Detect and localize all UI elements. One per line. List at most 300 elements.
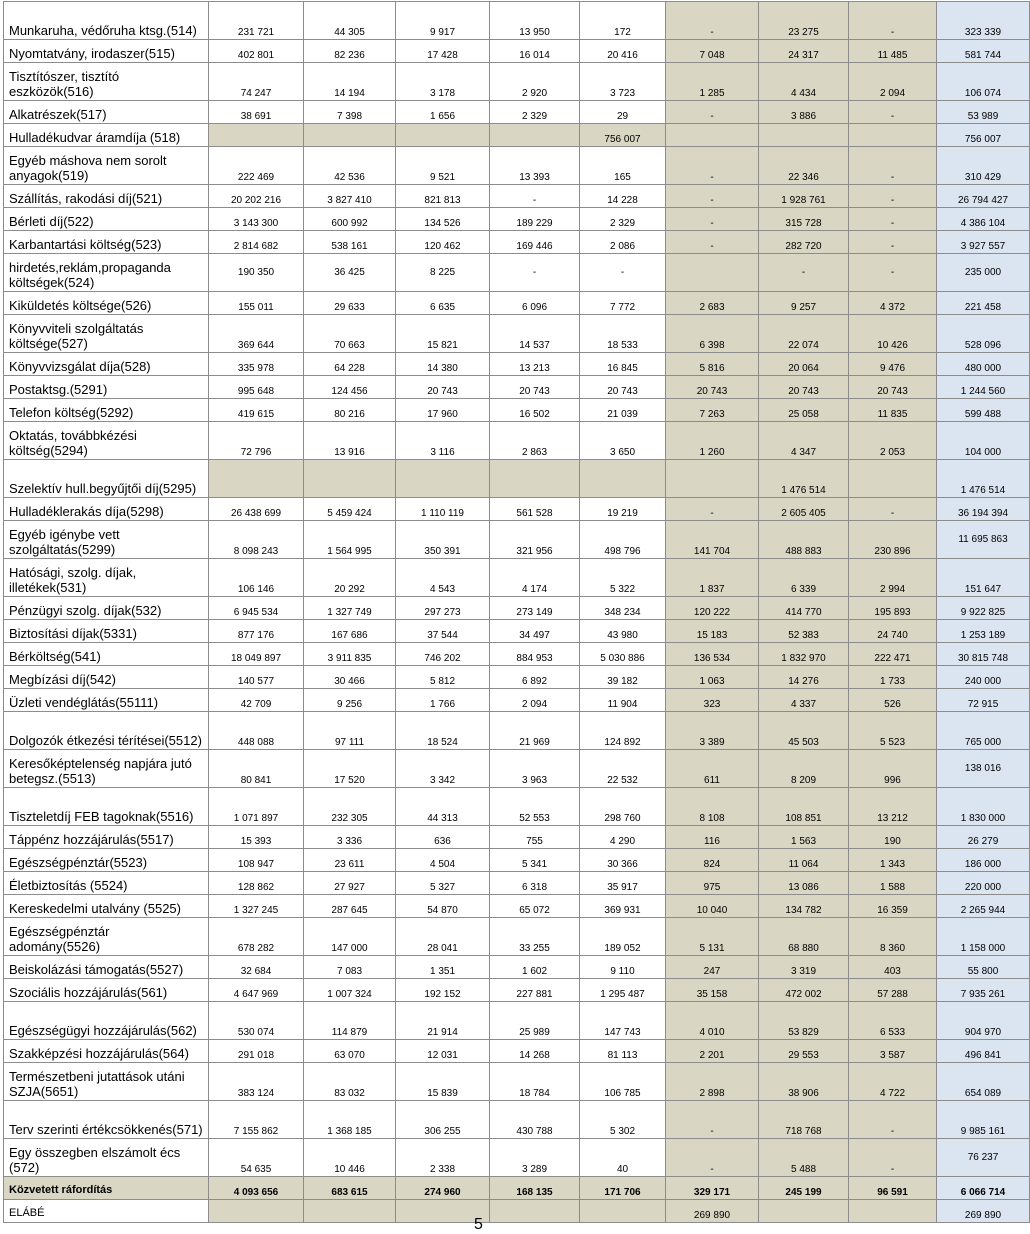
value-cell: 1 368 185: [304, 1101, 396, 1139]
value-cell: 24 740: [849, 620, 937, 643]
total-cell: 76 237: [937, 1139, 1030, 1177]
value-cell: 291 018: [209, 1040, 304, 1063]
value-cell: 15 839: [396, 1063, 490, 1101]
value-cell: 1 476 514: [759, 460, 849, 498]
value-cell: 4 722: [849, 1063, 937, 1101]
value-cell: 7 083: [304, 956, 396, 979]
value-cell: 718 768: [759, 1101, 849, 1139]
value-cell: 108 947: [209, 849, 304, 872]
value-cell: 15 393: [209, 826, 304, 849]
value-cell: 189 052: [580, 918, 666, 956]
value-cell: 155 011: [209, 292, 304, 315]
value-cell: 16 359: [849, 895, 937, 918]
value-cell: 414 770: [759, 597, 849, 620]
total-cell: 235 000: [937, 254, 1030, 292]
value-cell: 1 327 245: [209, 895, 304, 918]
row-label: Munkaruha, védőruha ktsg.(514): [4, 2, 209, 40]
total-cell: 765 000: [937, 712, 1030, 750]
value-cell: 746 202: [396, 643, 490, 666]
value-cell: 140 577: [209, 666, 304, 689]
value-cell: 1 766: [396, 689, 490, 712]
cost-table: [3, 1, 1030, 1223]
value-cell: 3 143 300: [209, 208, 304, 231]
value-cell: 120 222: [666, 597, 759, 620]
total-cell: 7 935 261: [937, 979, 1030, 1002]
value-cell: 3 336: [304, 826, 396, 849]
value-cell: 824: [666, 849, 759, 872]
value-cell: 17 960: [396, 399, 490, 422]
value-cell: 7 155 862: [209, 1101, 304, 1139]
row-label: Pénzügyi szolg. díjak(532): [4, 597, 209, 620]
value-cell: 18 049 897: [209, 643, 304, 666]
value-cell: 43 980: [580, 620, 666, 643]
value-cell: [304, 1200, 396, 1223]
value-cell: 65 072: [490, 895, 580, 918]
value-cell: 231 721: [209, 2, 304, 40]
table-row: [4, 1139, 1030, 1177]
total-cell: 151 647: [937, 559, 1030, 597]
value-cell: -: [666, 1139, 759, 1177]
row-label: Egyéb máshova nem sorolt anyagok(519): [4, 147, 209, 185]
table-row: [4, 872, 1030, 895]
value-cell: [580, 1200, 666, 1223]
value-cell: 1 063: [666, 666, 759, 689]
table-row: [4, 498, 1030, 521]
total-row: [4, 1177, 1030, 1200]
value-cell: 70 663: [304, 315, 396, 353]
value-cell: 45 503: [759, 712, 849, 750]
page-number: 5: [474, 1216, 483, 1233]
table-row: [4, 315, 1030, 353]
table-row: [4, 666, 1030, 689]
value-cell: 106 785: [580, 1063, 666, 1101]
value-cell: -: [849, 1139, 937, 1177]
total-cell: 2 265 944: [937, 895, 1030, 918]
value-cell: 25 058: [759, 399, 849, 422]
table-row: [4, 208, 1030, 231]
row-label: Egyéb igénybe vett szolgáltatás(5299): [4, 521, 209, 559]
value-cell: 96 591: [849, 1177, 937, 1200]
value-cell: 171 706: [580, 1177, 666, 1200]
value-cell: 2 201: [666, 1040, 759, 1063]
value-cell: 26 438 699: [209, 498, 304, 521]
value-cell: 4 434: [759, 63, 849, 101]
value-cell: 2 920: [490, 63, 580, 101]
value-cell: 383 124: [209, 1063, 304, 1101]
value-cell: 636: [396, 826, 490, 849]
value-cell: 9 521: [396, 147, 490, 185]
value-cell: 2 329: [490, 101, 580, 124]
value-cell: 74 247: [209, 63, 304, 101]
value-cell: -: [490, 254, 580, 292]
value-cell: 3 116: [396, 422, 490, 460]
value-cell: 8 360: [849, 918, 937, 956]
value-cell: 141 704: [666, 521, 759, 559]
value-cell: 108 851: [759, 788, 849, 826]
table-row: [4, 597, 1030, 620]
row-label: Egészségpénztár adomány(5526): [4, 918, 209, 956]
value-cell: 124 892: [580, 712, 666, 750]
value-cell: 678 282: [209, 918, 304, 956]
total-cell: 269 890: [937, 1200, 1030, 1223]
value-cell: 877 176: [209, 620, 304, 643]
value-cell: 189 229: [490, 208, 580, 231]
value-cell: 7 048: [666, 40, 759, 63]
value-cell: 13 213: [490, 353, 580, 376]
value-cell: 72 796: [209, 422, 304, 460]
table-row: [4, 826, 1030, 849]
value-cell: 134 782: [759, 895, 849, 918]
value-cell: 13 916: [304, 422, 396, 460]
value-cell: 29 553: [759, 1040, 849, 1063]
row-label: hirdetés,reklám,propaganda költségek(524): [4, 254, 209, 292]
value-cell: 27 927: [304, 872, 396, 895]
elabe-row: [4, 1200, 1030, 1223]
value-cell: 1 563: [759, 826, 849, 849]
value-cell: -: [759, 254, 849, 292]
row-label: Egészségpénztár(5523): [4, 849, 209, 872]
value-cell: 11 904: [580, 689, 666, 712]
value-cell: 273 149: [490, 597, 580, 620]
value-cell: 17 428: [396, 40, 490, 63]
value-cell: 4 347: [759, 422, 849, 460]
row-label: Könyvvizsgálat díja(528): [4, 353, 209, 376]
value-cell: 561 528: [490, 498, 580, 521]
value-cell: 9 257: [759, 292, 849, 315]
value-cell: -: [849, 254, 937, 292]
value-cell: 227 881: [490, 979, 580, 1002]
value-cell: 995 648: [209, 376, 304, 399]
value-cell: 36 425: [304, 254, 396, 292]
value-cell: 3 963: [490, 750, 580, 788]
value-cell: 2 094: [849, 63, 937, 101]
value-cell: [490, 1200, 580, 1223]
value-cell: 530 074: [209, 1002, 304, 1040]
row-label: Közvetett ráfordítás: [4, 1177, 209, 1200]
value-cell: 11 064: [759, 849, 849, 872]
value-cell: 6 892: [490, 666, 580, 689]
value-cell: 116: [666, 826, 759, 849]
value-cell: 190 350: [209, 254, 304, 292]
value-cell: [849, 124, 937, 147]
value-cell: 419 615: [209, 399, 304, 422]
value-cell: 20 292: [304, 559, 396, 597]
value-cell: 6 533: [849, 1002, 937, 1040]
value-cell: 1 260: [666, 422, 759, 460]
table-row: [4, 254, 1030, 292]
value-cell: 2 338: [396, 1139, 490, 1177]
value-cell: 97 111: [304, 712, 396, 750]
value-cell: 64 228: [304, 353, 396, 376]
value-cell: -: [666, 147, 759, 185]
value-cell: 7 263: [666, 399, 759, 422]
value-cell: 13 212: [849, 788, 937, 826]
total-cell: 1 830 000: [937, 788, 1030, 826]
value-cell: 287 645: [304, 895, 396, 918]
value-cell: [209, 124, 304, 147]
value-cell: 4 174: [490, 559, 580, 597]
value-cell: [490, 124, 580, 147]
table-row: [4, 124, 1030, 147]
table-row: [4, 750, 1030, 788]
table-row: [4, 620, 1030, 643]
value-cell: 82 236: [304, 40, 396, 63]
value-cell: 81 113: [580, 1040, 666, 1063]
table-row: [4, 292, 1030, 315]
total-cell: 11 695 863: [937, 521, 1030, 559]
value-cell: 32 684: [209, 956, 304, 979]
value-cell: 33 255: [490, 918, 580, 956]
value-cell: 147 000: [304, 918, 396, 956]
value-cell: 3 650: [580, 422, 666, 460]
value-cell: 1 285: [666, 63, 759, 101]
value-cell: 3 178: [396, 63, 490, 101]
value-cell: [666, 460, 759, 498]
value-cell: 315 728: [759, 208, 849, 231]
value-cell: 1 602: [490, 956, 580, 979]
value-cell: 884 953: [490, 643, 580, 666]
row-label: Egészségügyi hozzájárulás(562): [4, 1002, 209, 1040]
value-cell: 2 994: [849, 559, 937, 597]
value-cell: -: [666, 2, 759, 40]
value-cell: 23 275: [759, 2, 849, 40]
row-label: Szelektív hull.begyűjtői díj(5295): [4, 460, 209, 498]
value-cell: 4 093 656: [209, 1177, 304, 1200]
value-cell: -: [490, 185, 580, 208]
value-cell: 350 391: [396, 521, 490, 559]
total-cell: 9 985 161: [937, 1101, 1030, 1139]
value-cell: 21 969: [490, 712, 580, 750]
row-label: Hulladéklerakás díja(5298): [4, 498, 209, 521]
value-cell: 821 813: [396, 185, 490, 208]
value-cell: 298 760: [580, 788, 666, 826]
value-cell: 20 416: [580, 40, 666, 63]
value-cell: 5 459 424: [304, 498, 396, 521]
value-cell: [209, 460, 304, 498]
table-row: [4, 63, 1030, 101]
value-cell: 306 255: [396, 1101, 490, 1139]
value-cell: 369 931: [580, 895, 666, 918]
total-cell: 756 007: [937, 124, 1030, 147]
total-cell: 528 096: [937, 315, 1030, 353]
value-cell: 165: [580, 147, 666, 185]
value-cell: 136 534: [666, 643, 759, 666]
value-cell: 5 030 886: [580, 643, 666, 666]
value-cell: 282 720: [759, 231, 849, 254]
value-cell: 230 896: [849, 521, 937, 559]
value-cell: 39 182: [580, 666, 666, 689]
value-cell: 19 219: [580, 498, 666, 521]
table-row: [4, 185, 1030, 208]
value-cell: 6 318: [490, 872, 580, 895]
total-cell: 904 970: [937, 1002, 1030, 1040]
value-cell: 54 870: [396, 895, 490, 918]
total-cell: 480 000: [937, 353, 1030, 376]
table-row: [4, 353, 1030, 376]
value-cell: 498 796: [580, 521, 666, 559]
value-cell: 52 553: [490, 788, 580, 826]
total-cell: 221 458: [937, 292, 1030, 315]
total-cell: 1 244 560: [937, 376, 1030, 399]
value-cell: 13 086: [759, 872, 849, 895]
value-cell: 6 635: [396, 292, 490, 315]
value-cell: 269 890: [666, 1200, 759, 1223]
value-cell: 9 256: [304, 689, 396, 712]
value-cell: 996: [849, 750, 937, 788]
value-cell: 167 686: [304, 620, 396, 643]
total-cell: 9 922 825: [937, 597, 1030, 620]
total-cell: 6 066 714: [937, 1177, 1030, 1200]
value-cell: [666, 254, 759, 292]
value-cell: 53 829: [759, 1002, 849, 1040]
value-cell: 4 290: [580, 826, 666, 849]
value-cell: 448 088: [209, 712, 304, 750]
value-cell: 1 327 749: [304, 597, 396, 620]
value-cell: [849, 460, 937, 498]
value-cell: 4 543: [396, 559, 490, 597]
table-row: [4, 40, 1030, 63]
value-cell: 5 341: [490, 849, 580, 872]
value-cell: 20 202 216: [209, 185, 304, 208]
row-label: Könyvviteli szolgáltatás költsége(527): [4, 315, 209, 353]
value-cell: 192 152: [396, 979, 490, 1002]
value-cell: 22 074: [759, 315, 849, 353]
value-cell: [759, 1200, 849, 1223]
value-cell: 38 691: [209, 101, 304, 124]
value-cell: 16 502: [490, 399, 580, 422]
row-label: Megbízási díj(542): [4, 666, 209, 689]
value-cell: 8 098 243: [209, 521, 304, 559]
row-label: Szakképzési hozzájárulás(564): [4, 1040, 209, 1063]
row-label: Terv szerinti értékcsökkenés(571): [4, 1101, 209, 1139]
total-cell: 26 279: [937, 826, 1030, 849]
value-cell: 30 366: [580, 849, 666, 872]
table-row: [4, 712, 1030, 750]
value-cell: 21 039: [580, 399, 666, 422]
row-label: Biztosítási díjak(5331): [4, 620, 209, 643]
value-cell: 5 327: [396, 872, 490, 895]
value-cell: 68 880: [759, 918, 849, 956]
table-row: [4, 1063, 1030, 1101]
value-cell: 14 268: [490, 1040, 580, 1063]
value-cell: 169 446: [490, 231, 580, 254]
value-cell: 2 863: [490, 422, 580, 460]
value-cell: 3 911 835: [304, 643, 396, 666]
value-cell: -: [849, 185, 937, 208]
value-cell: 195 893: [849, 597, 937, 620]
value-cell: [396, 460, 490, 498]
table-row: [4, 849, 1030, 872]
value-cell: 11 485: [849, 40, 937, 63]
total-cell: 323 339: [937, 2, 1030, 40]
value-cell: 611: [666, 750, 759, 788]
value-cell: 3 319: [759, 956, 849, 979]
value-cell: 5 302: [580, 1101, 666, 1139]
value-cell: -: [849, 231, 937, 254]
value-cell: 3 289: [490, 1139, 580, 1177]
row-label: Hulladékudvar áramdíja (518): [4, 124, 209, 147]
row-label: Beiskolázási támogatás(5527): [4, 956, 209, 979]
value-cell: -: [849, 2, 937, 40]
table-row: [4, 918, 1030, 956]
value-cell: 106 146: [209, 559, 304, 597]
value-cell: 1 295 487: [580, 979, 666, 1002]
value-cell: 172: [580, 2, 666, 40]
total-cell: 310 429: [937, 147, 1030, 185]
value-cell: 4 372: [849, 292, 937, 315]
value-cell: [666, 124, 759, 147]
value-cell: 329 171: [666, 1177, 759, 1200]
value-cell: 3 723: [580, 63, 666, 101]
value-cell: 10 426: [849, 315, 937, 353]
value-cell: 10 446: [304, 1139, 396, 1177]
value-cell: 20 743: [666, 376, 759, 399]
value-cell: 12 031: [396, 1040, 490, 1063]
value-cell: 247: [666, 956, 759, 979]
value-cell: 28 041: [396, 918, 490, 956]
value-cell: 24 317: [759, 40, 849, 63]
value-cell: 20 743: [580, 376, 666, 399]
value-cell: 16 014: [490, 40, 580, 63]
value-cell: 20 743: [490, 376, 580, 399]
total-cell: 4 386 104: [937, 208, 1030, 231]
value-cell: [849, 1200, 937, 1223]
value-cell: -: [666, 498, 759, 521]
table-row: [4, 231, 1030, 254]
value-cell: 7 398: [304, 101, 396, 124]
value-cell: 1 007 324: [304, 979, 396, 1002]
total-cell: 186 000: [937, 849, 1030, 872]
value-cell: 8 209: [759, 750, 849, 788]
row-label: Bérköltség(541): [4, 643, 209, 666]
value-cell: 29: [580, 101, 666, 124]
row-label: Hatósági, szolg. díjak, illetékek(531): [4, 559, 209, 597]
value-cell: 22 346: [759, 147, 849, 185]
total-cell: 104 000: [937, 422, 1030, 460]
value-cell: 683 615: [304, 1177, 396, 1200]
total-cell: 220 000: [937, 872, 1030, 895]
value-cell: 42 709: [209, 689, 304, 712]
total-cell: 654 089: [937, 1063, 1030, 1101]
value-cell: [209, 1200, 304, 1223]
value-cell: 35 158: [666, 979, 759, 1002]
value-cell: 2 683: [666, 292, 759, 315]
table-row: [4, 521, 1030, 559]
total-cell: 1 158 000: [937, 918, 1030, 956]
value-cell: 124 456: [304, 376, 396, 399]
value-cell: 13 950: [490, 2, 580, 40]
value-cell: 1 343: [849, 849, 937, 872]
value-cell: [490, 460, 580, 498]
value-cell: 57 288: [849, 979, 937, 1002]
value-cell: 8 108: [666, 788, 759, 826]
row-label: Üzleti vendéglátás(55111): [4, 689, 209, 712]
value-cell: 14 537: [490, 315, 580, 353]
row-label: Szállítás, rakodási díj(521): [4, 185, 209, 208]
value-cell: 168 135: [490, 1177, 580, 1200]
value-cell: 2 086: [580, 231, 666, 254]
value-cell: 44 313: [396, 788, 490, 826]
table-row: [4, 1002, 1030, 1040]
value-cell: 245 199: [759, 1177, 849, 1200]
value-cell: 222 469: [209, 147, 304, 185]
value-cell: 14 380: [396, 353, 490, 376]
value-cell: 54 635: [209, 1139, 304, 1177]
value-cell: 14 194: [304, 63, 396, 101]
table-row: [4, 147, 1030, 185]
value-cell: -: [849, 147, 937, 185]
table-row: [4, 895, 1030, 918]
